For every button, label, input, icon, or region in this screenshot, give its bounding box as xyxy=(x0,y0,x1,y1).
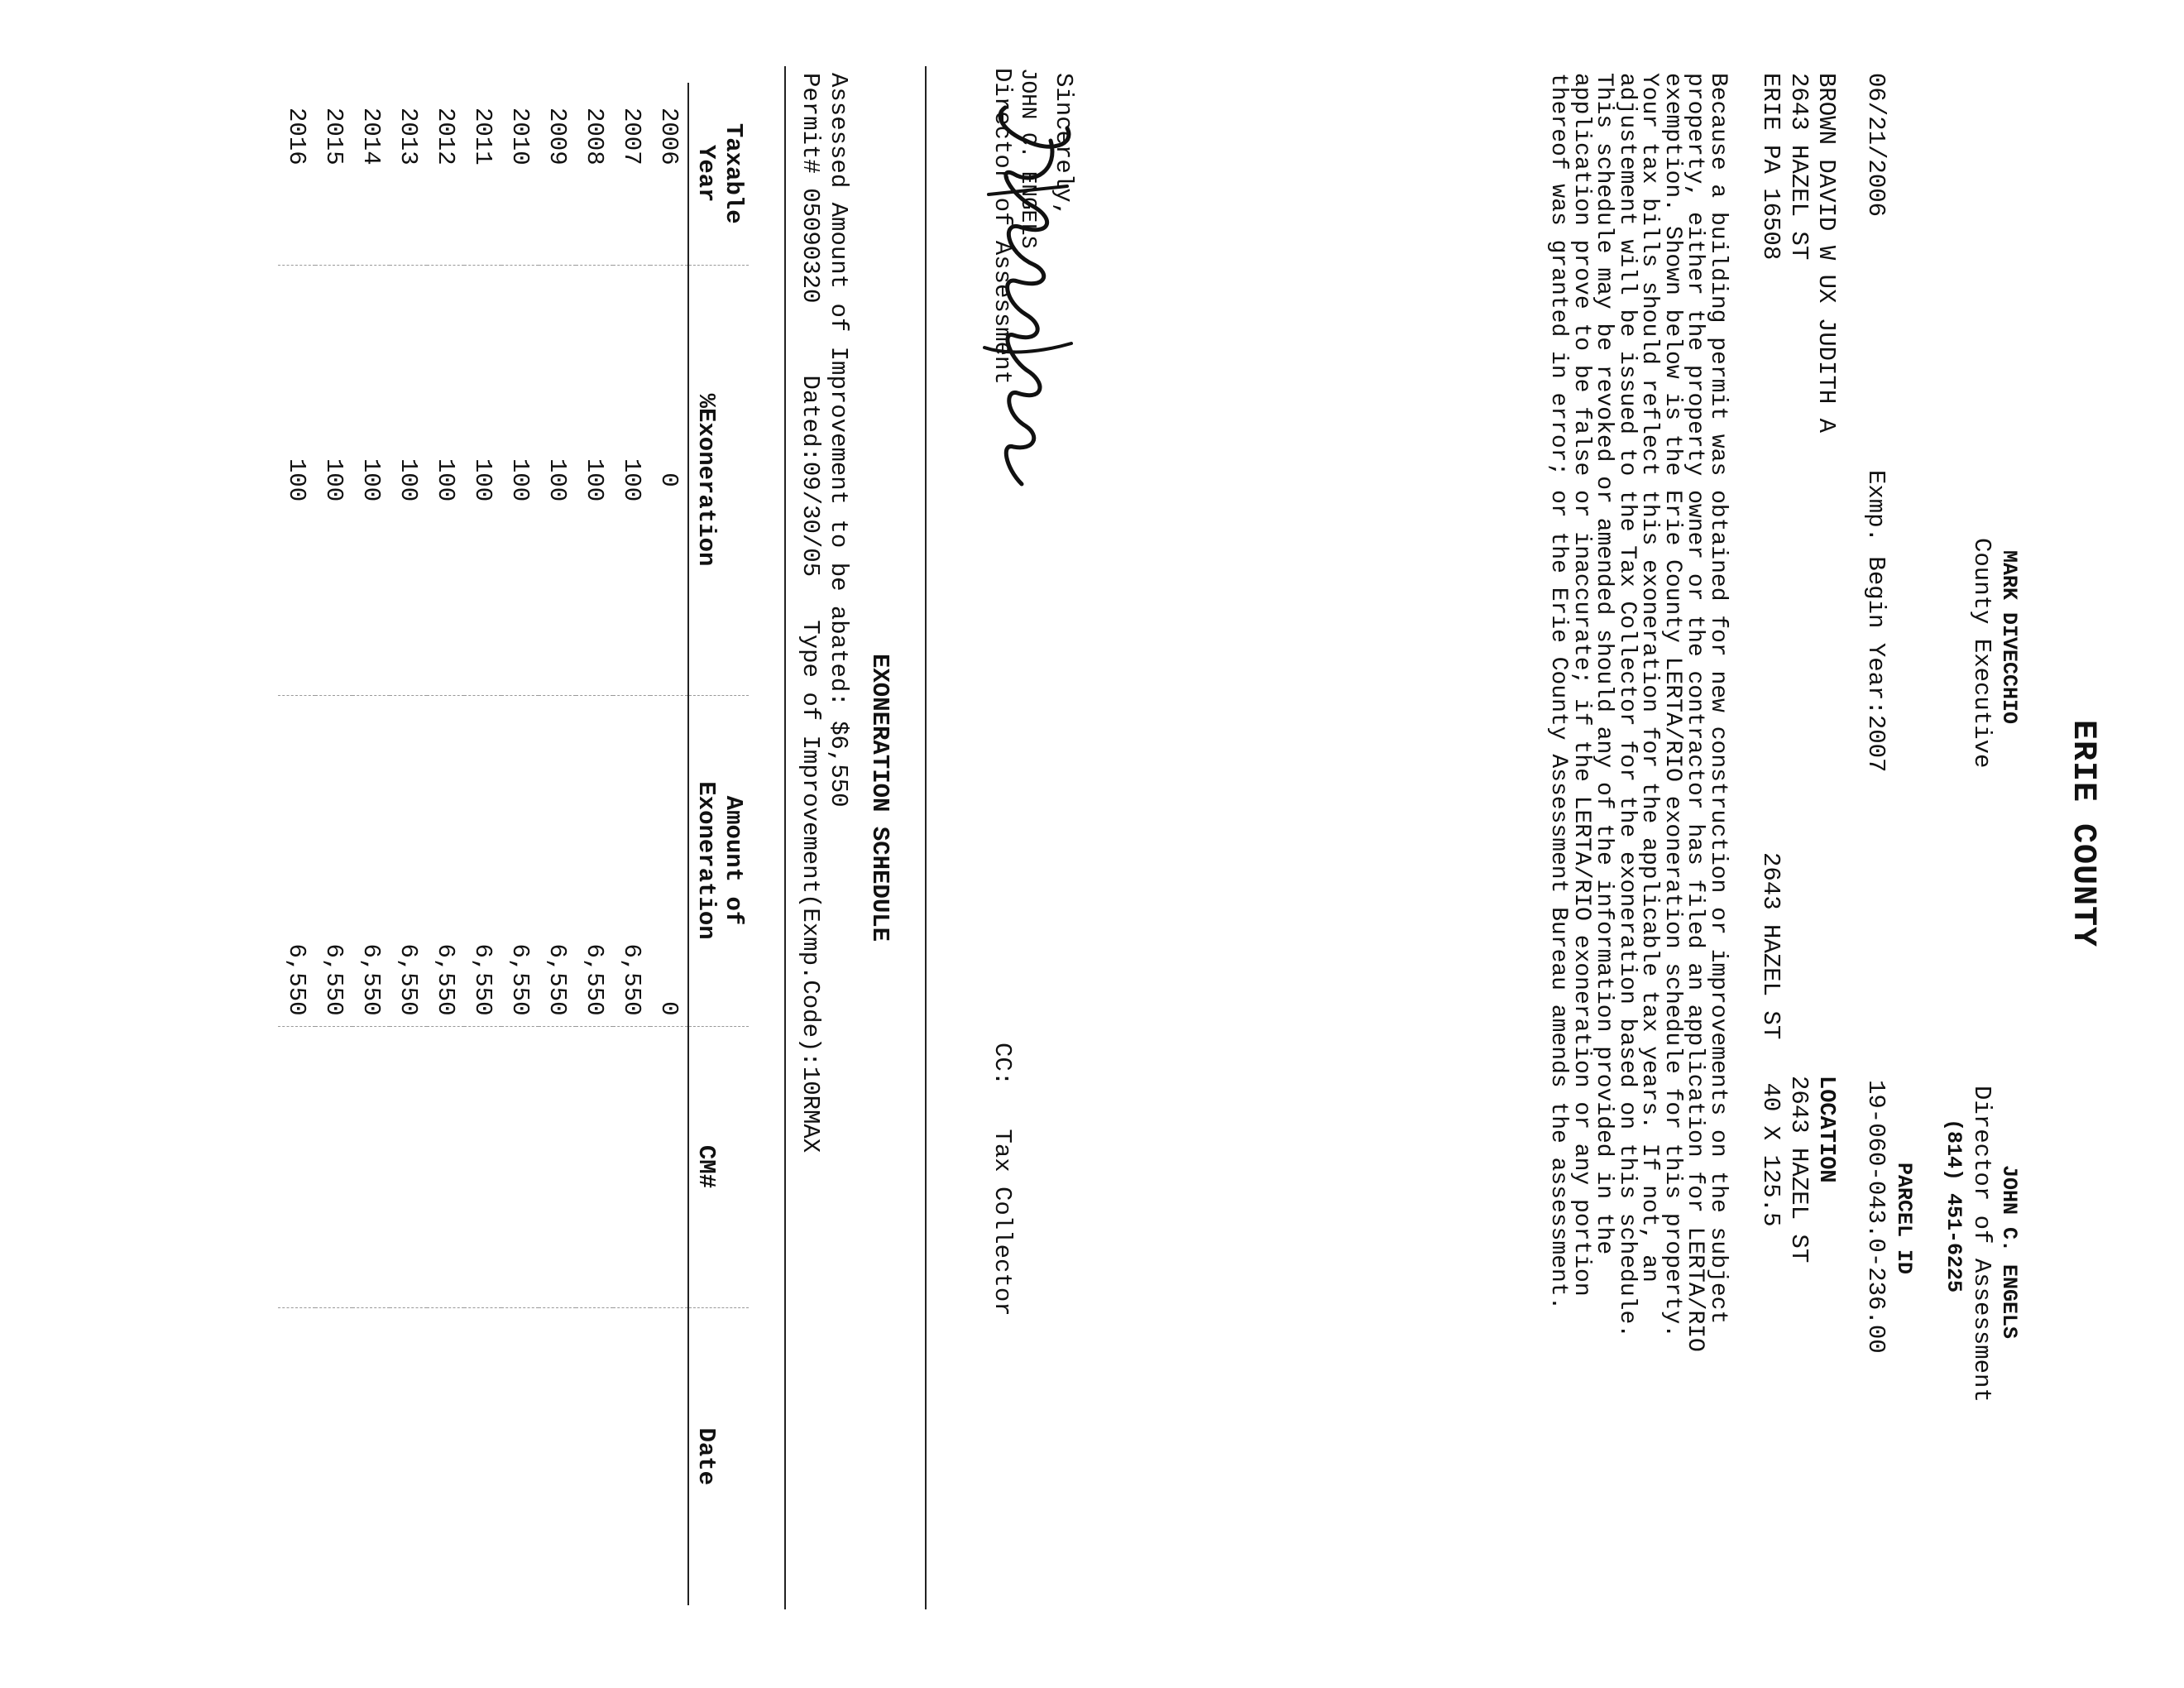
county-title: ERIE COUNTY xyxy=(2064,720,2101,948)
header-percent-exoneration: %Exoneration xyxy=(688,265,749,695)
paragraph-line: property, either the property owner or the contractor has filed an application for LERTA/RIO xyxy=(1682,73,1708,1352)
row-amount: 6,550 xyxy=(315,695,352,1026)
row-percent: 100 xyxy=(613,265,650,695)
table-row xyxy=(315,83,352,1605)
row-date xyxy=(539,1307,576,1605)
row-percent: 100 xyxy=(539,265,576,695)
row-year: 2015 xyxy=(320,108,347,165)
paragraph-line: This schedule may be revoked or amended should any of the information provided in the xyxy=(1591,73,1617,1255)
exoneration-schedule-table xyxy=(278,83,749,1605)
row-amount: 6,550 xyxy=(390,695,427,1026)
row-cm xyxy=(427,1026,464,1307)
row-year: 2014 xyxy=(357,108,385,165)
header-amount-exoneration: Amount of Exoneration xyxy=(688,695,749,1026)
row-amount: 6,550 xyxy=(576,695,613,1026)
row-percent: 100 xyxy=(501,265,539,695)
paragraph-line: exemption. Shown below is the Erie County LERTA/RIO exoneration schedule for this property. xyxy=(1660,73,1685,1339)
table-row xyxy=(390,83,427,1605)
row-year: 2007 xyxy=(618,108,645,165)
row-amount: 6,550 xyxy=(464,695,501,1026)
executive-title: County Executive xyxy=(1968,538,1995,769)
row-amount: 6,550 xyxy=(427,695,464,1026)
row-date xyxy=(464,1307,501,1605)
paragraph-line: application prove to be false or inaccurate; if the LERTA/RIO exoneration or any portion xyxy=(1569,73,1594,1297)
table-row xyxy=(650,83,688,1605)
assessed-amount-line: Assessed Amount of Improvement to be abated: $6,550 xyxy=(825,73,852,808)
owner-city: ERIE PA 16508 xyxy=(1757,73,1784,261)
signer-title: Director of Assessment xyxy=(989,68,1016,385)
executive-name: MARK DIVECCHIO xyxy=(1997,550,2021,725)
row-percent: 100 xyxy=(352,265,390,695)
row-date xyxy=(650,1307,688,1605)
row-cm xyxy=(464,1026,501,1307)
row-cm xyxy=(501,1026,539,1307)
row-percent: 100 xyxy=(464,265,501,695)
schedule-title: EXONERATION SCHEDULE xyxy=(866,654,893,942)
closing-sincerely: Sincerely, xyxy=(1050,73,1077,218)
row-date xyxy=(390,1307,427,1605)
signer-name: JOHN C. ENGELS xyxy=(1016,68,1041,249)
row-cm xyxy=(613,1026,650,1307)
row-year: 2010 xyxy=(506,108,534,165)
row-percent: 100 xyxy=(576,265,613,695)
row-cm xyxy=(650,1026,688,1307)
row-year: 2013 xyxy=(395,108,422,165)
owner-name: BROWN DAVID W UX JUDITH A xyxy=(1813,73,1840,434)
row-amount: 6,550 xyxy=(539,695,576,1026)
row-year: 2008 xyxy=(581,108,608,165)
row-date xyxy=(315,1307,352,1605)
table-row xyxy=(539,83,576,1605)
row-cm xyxy=(539,1026,576,1307)
schedule-top-rule xyxy=(925,66,927,1609)
owner-street: 2643 HAZEL ST xyxy=(1785,73,1813,261)
parcel-label: PARCEL ID xyxy=(1892,1163,1916,1275)
row-date xyxy=(427,1307,464,1605)
row-amount: 6,550 xyxy=(501,695,539,1026)
row-cm xyxy=(352,1026,390,1307)
header-taxable-year: Taxable Year xyxy=(688,83,749,265)
row-year: 2009 xyxy=(544,108,571,165)
schedule-header-rule xyxy=(784,66,786,1609)
director-name: JOHN C. ENGELS xyxy=(1997,1165,2021,1340)
row-year: 2011 xyxy=(469,108,496,165)
table-row xyxy=(278,83,315,1605)
row-percent: 100 xyxy=(390,265,427,695)
exemption-begin-year: Exmp. Begin Year:2007 xyxy=(1862,470,1889,773)
row-percent: 100 xyxy=(315,265,352,695)
notice-paragraph xyxy=(1547,73,1729,1405)
table-row xyxy=(464,83,501,1605)
location-street: 2643 HAZEL ST xyxy=(1785,1076,1813,1264)
row-date xyxy=(576,1307,613,1605)
table-row xyxy=(576,83,613,1605)
director-title: Director of Assessment xyxy=(1968,1086,1995,1403)
row-year: 2006 xyxy=(655,108,682,165)
paragraph-line: Your tax bills should reflect this exoneration for the applicable tax years. If not, an xyxy=(1636,73,1663,1283)
director-phone: (814) 451-6225 xyxy=(1942,1119,1966,1293)
row-date xyxy=(613,1307,650,1605)
row-percent: 100 xyxy=(427,265,464,695)
location-label: LOCATION xyxy=(1813,1076,1838,1183)
row-amount: 0 xyxy=(650,695,688,1026)
row-cm xyxy=(315,1026,352,1307)
row-percent: 100 xyxy=(278,265,315,695)
row-cm xyxy=(576,1026,613,1307)
table-row xyxy=(427,83,464,1605)
row-amount: 6,550 xyxy=(613,695,650,1026)
paragraph-line: Because a building permit was obtained for new construction or improvements on the subject xyxy=(1705,73,1731,1325)
table-row xyxy=(501,83,539,1605)
table-row xyxy=(613,83,650,1605)
paragraph-line: thereof was granted in error; or the Erie County Assessment Bureau amends the assessment. xyxy=(1545,73,1572,1311)
row-cm xyxy=(390,1026,427,1307)
location-lot: 2643 HAZEL ST 40 X 125.5 xyxy=(1757,852,1784,1227)
header-date: Date xyxy=(688,1307,749,1605)
row-date xyxy=(501,1307,539,1605)
parcel-id: 19-060-043.0-236.00 xyxy=(1862,1080,1889,1354)
notice-date: 06/21/2006 xyxy=(1862,73,1889,218)
row-cm xyxy=(278,1026,315,1307)
header-cm-number: CM# xyxy=(688,1026,749,1307)
schedule-header-row xyxy=(688,83,749,1605)
table-row xyxy=(352,83,390,1605)
row-percent: 0 xyxy=(650,265,688,695)
row-year: 2016 xyxy=(283,108,310,165)
permit-line: Permit# 05090320 Dated:09/30/05 Type of Improvement(Exmp.Code):10RMAX xyxy=(797,73,824,1153)
row-date xyxy=(278,1307,315,1605)
row-year: 2012 xyxy=(432,108,459,165)
row-date xyxy=(352,1307,390,1605)
row-amount: 6,550 xyxy=(278,695,315,1026)
cc-tax-collector: CC: Tax Collector xyxy=(989,1043,1016,1316)
paragraph-line: adjustement will be issued to the Tax Collector for the exoneration based on this schedule. xyxy=(1614,73,1640,1339)
row-amount: 6,550 xyxy=(352,695,390,1026)
